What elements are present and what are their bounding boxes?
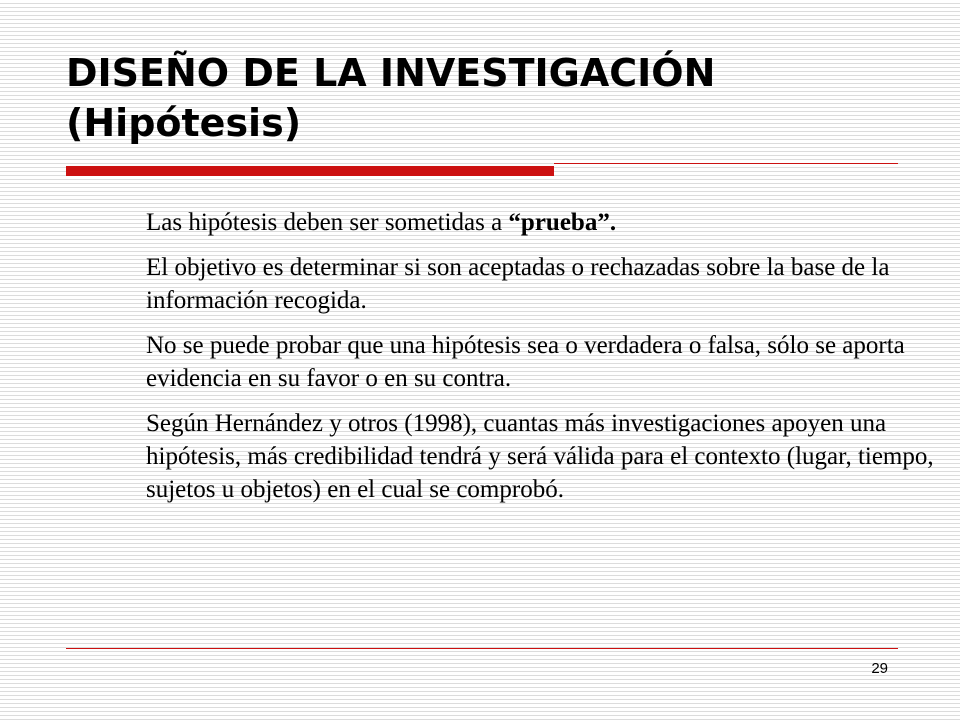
slide-body <box>146 206 936 518</box>
title-divider-line <box>554 163 898 164</box>
footer-divider-line <box>66 648 898 649</box>
paragraph-1-emphasis: “prueba”. <box>508 209 617 236</box>
paragraph-hernandez: Según Hernández y otros (1998), cuantas más investigaciones apoyen una hipótesis, más credibilidad tendrá y será válida para el contexto (lugar, tiempo, sujetos u objetos) en el cual se comprobó. <box>146 410 934 503</box>
slide-title <box>66 48 926 148</box>
paragraph-evidencia: No se puede probar que una hipótesis sea o verdadera o falsa, sólo se aporta evidencia en su favor o en su contra. <box>146 332 905 392</box>
paragraph-objetivo: El objetivo es determinar si son aceptadas o rechazadas sobre la base de la información recogida. <box>146 254 890 314</box>
paragraph-1-text: Las hipótesis deben ser sometidas a <box>146 209 509 236</box>
title-line-2: (Hipótesis) <box>66 101 302 145</box>
title-accent-bar <box>66 166 554 176</box>
paragraph-prueba <box>146 206 936 239</box>
title-line-1: DISEÑO DE LA INVESTIGACIÓN <box>66 51 716 95</box>
page-number: 29 <box>871 660 888 677</box>
